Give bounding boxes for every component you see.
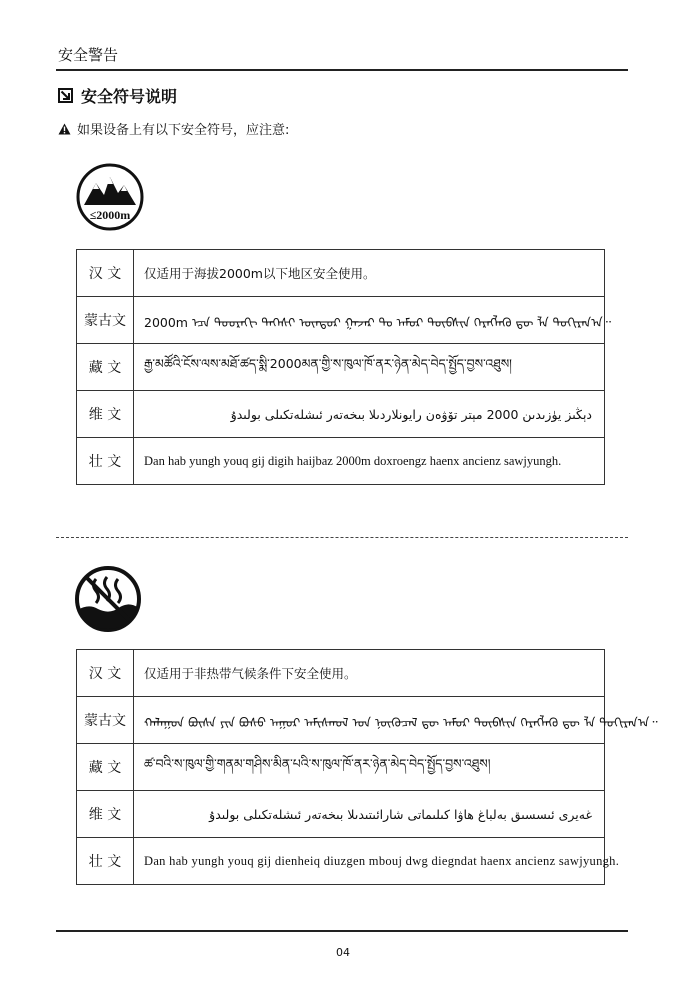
language-label: 蒙古文 (77, 297, 134, 344)
page-number: 04 (336, 946, 350, 959)
language-label: 汉 文 (77, 250, 134, 297)
language-text: 仅适用于海拔2000m以下地区安全使用。 (134, 250, 605, 297)
table-row (77, 250, 605, 297)
altitude-language-table (76, 249, 611, 485)
language-text: རྒྱ་མཚོའི་ངོས་ལས་མཐོ་ཚད་སྨི་2000མན་གྱི་ས་ཁུལ་ཁོ་ནར་ཉེན་མེད་བེད་སྤྱོད་བྱས་འཐུས། (134, 344, 605, 391)
section-divider (56, 537, 628, 538)
footer-divider (56, 930, 628, 932)
language-label: 蒙古文 (77, 697, 134, 744)
warning-line (58, 119, 289, 138)
table-row (77, 391, 605, 438)
language-text: Dan hab yungh youq gij dienheiq diuzgen mbouj dwg diegndat haenx ancienz sawjyungh. (134, 838, 605, 885)
box-arrow-icon (58, 88, 73, 103)
table-row (77, 297, 605, 344)
warning-triangle-icon (58, 123, 71, 135)
table-row (77, 438, 605, 485)
table-row (77, 744, 605, 791)
language-text: 2000m ᠡᠴᠡ ᠳᠣᠣᠷᠠᠬᠢ ᠲᠡᠭᠡᠰᠢ ᠥᠨᠳᠥᠷ ᠭᠠᠵᠠᠷ ᠲᠤ ᠠᠮᠤᠷ ᠲᠦᠪᠰᠢᠨ ᠬᠡᠷᠡᠭᠯᠡᠬᠦ ᠳᠦ ᠯᠡ ᠲᠣᠬᠢᠷᠠᠨ᠎ᠠ᠃ (134, 297, 605, 344)
page-header-title: 安全警告 (58, 46, 119, 64)
altitude-mountain-icon (76, 163, 144, 231)
language-label: 壮 文 (77, 838, 134, 885)
language-text: غەيرى ئىسسىق بەلباغ ھاۋا كىلىماتى شارائىتىدىلا بىخەتەر ئىشلەتكىلى بولىدۇ (134, 791, 605, 838)
warning-text: 如果设备上有以下安全符号，应注意: (77, 123, 290, 138)
language-text: Dan hab yungh youq gij digih haijbaz 2000m doxroengz haenx ancienz sawjyungh. (134, 438, 605, 485)
table-row (77, 344, 605, 391)
language-text: ཚ་བའི་ས་ཁུལ་གྱི་གནམ་གཤིས་མིན་པའི་ས་ཁུལ་ཁོ་ནར་ཉེན་མེད་བེད་སྤྱོད་བྱས་འཐུས། (134, 744, 605, 791)
table-row (77, 697, 605, 744)
language-label: 藏 文 (77, 744, 134, 791)
language-text: ᠬᠠᠯᠠᠭᠤᠨ ᠪᠦᠰᠡ ᠶᠢᠨ ᠪᠤᠰᠤ ᠠᠭᠤᠷ ᠠᠮᠢᠰᠬᠤᠯ ᠤᠨ ᠨᠥᠬᠦᠴᠡᠯ ᠳᠦ ᠠᠮᠤᠷ ᠲᠦᠪᠰᠢᠨ ᠬᠡᠷᠡᠭᠯᠡᠬᠦ ᠳᠦ ᠯᠡ ᠲᠣᠬᠢᠷᠠᠨ᠎ᠠ᠃ (134, 697, 605, 744)
table-row (77, 838, 605, 885)
language-text: 仅适用于非热带气候条件下安全使用。 (134, 650, 605, 697)
language-text: دېڭىز يۈزىدىن 2000 مېتر تۆۋەن رايونلاردىلا بىخەتەر ئىشلەتكىلى بولىدۇ (134, 391, 605, 438)
climate-language-table (76, 649, 658, 885)
table-row (77, 650, 605, 697)
language-label: 藏 文 (77, 344, 134, 391)
non-tropical-climate-icon (74, 565, 142, 633)
header-divider (56, 69, 628, 71)
altitude-label: ≤2000m (89, 208, 131, 222)
section-title: 安全符号说明 (81, 87, 178, 106)
language-label: 维 文 (77, 791, 134, 838)
language-label: 壮 文 (77, 438, 134, 485)
language-label: 维 文 (77, 391, 134, 438)
section-heading (58, 84, 177, 107)
language-label: 汉 文 (77, 650, 134, 697)
table-row (77, 791, 605, 838)
